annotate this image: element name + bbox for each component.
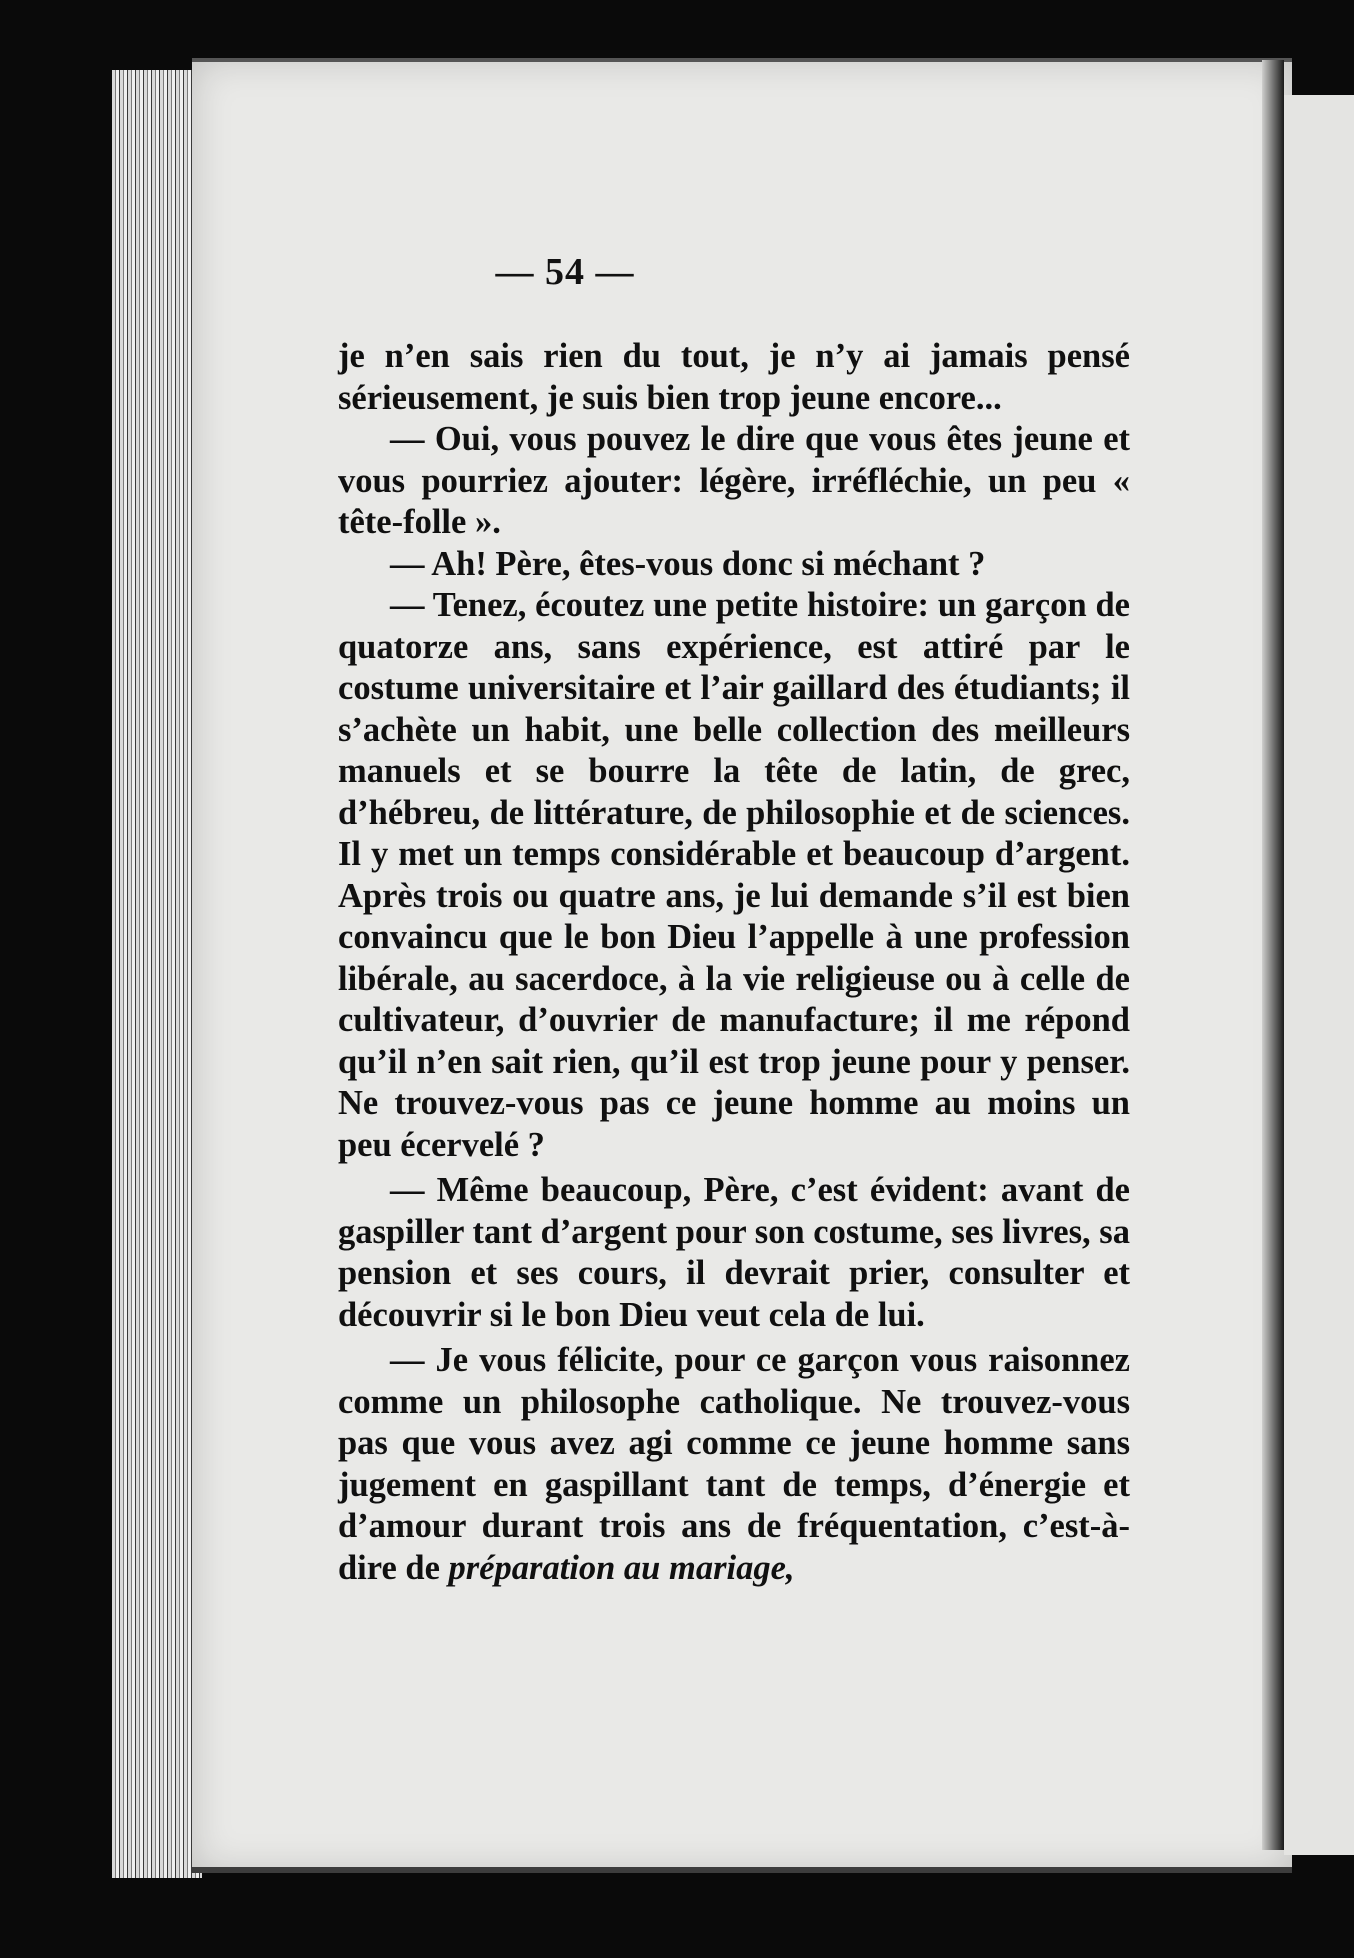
body-text: [338, 336, 1130, 1589]
book-gutter: [1262, 60, 1284, 1850]
page-number: — 54 —: [495, 251, 635, 293]
paragraph-2: — Oui, vous pouvez le dire que vous êtes jeune et vous pourriez ajouter: légère, irréfléchie, un peu « tête-folle ».: [338, 420, 1130, 541]
paragraph-3: — Ah! Père, êtes-vous donc si méchant ?: [390, 544, 986, 583]
paragraph-1: je n’en sais rien du tout, je n’y ai jamais pensé sérieusement, je suis bien trop jeune encore...: [338, 337, 1130, 417]
adjacent-page: [1284, 95, 1354, 1855]
paragraph-6-text: — Je vous félicite, pour ce garçon vous raisonnez comme un philosophe catholique. Ne trouvez-vous pas que vous avez agi comme ce jeune homme sans jugement en gaspillant tant de temps, d’énergie et d’amour durant trois ans de fréquentation, c’est-à-dire de: [338, 1341, 1130, 1587]
paragraph-4: — Tenez, écoutez une petite histoire: un garçon de quatorze ans, sans expérience, est attiré par le costume universitaire et l’air gaillard des étudiants; il s’achète un habit, une belle collection des meilleurs manuels et se bourre la tête de latin, de grec, d’hébreu, de littérature, de philosophie et de sciences. Il y met un temps considérable et beaucoup d’argent. Après trois ou quatre ans, je lui demande s’il est bien convaincu que le bon Dieu l’appelle à une profession libérale, au sacerdoce, à la vie religieuse ou à celle de cultivateur, d’ouvrier de manufacture; il me répond qu’il n’en sait rien, qu’il est trop jeune pour y penser. Ne trouvez-vous pas ce jeune homme au moins un peu écervelé ?: [338, 586, 1130, 1164]
emphasis-preparation-au-mariage: préparation au mariage,: [448, 1548, 795, 1587]
paragraph-5: — Même beaucoup, Père, c’est évident: avant de gaspiller tant d’argent pour son costume, ses livres, sa pension et ses cours, il devrait prier, consulter et découvrir si le bon Dieu veut cela de lui.: [338, 1171, 1130, 1334]
book-page-edges: [112, 70, 202, 1878]
paragraph-6: [338, 1340, 1130, 1589]
